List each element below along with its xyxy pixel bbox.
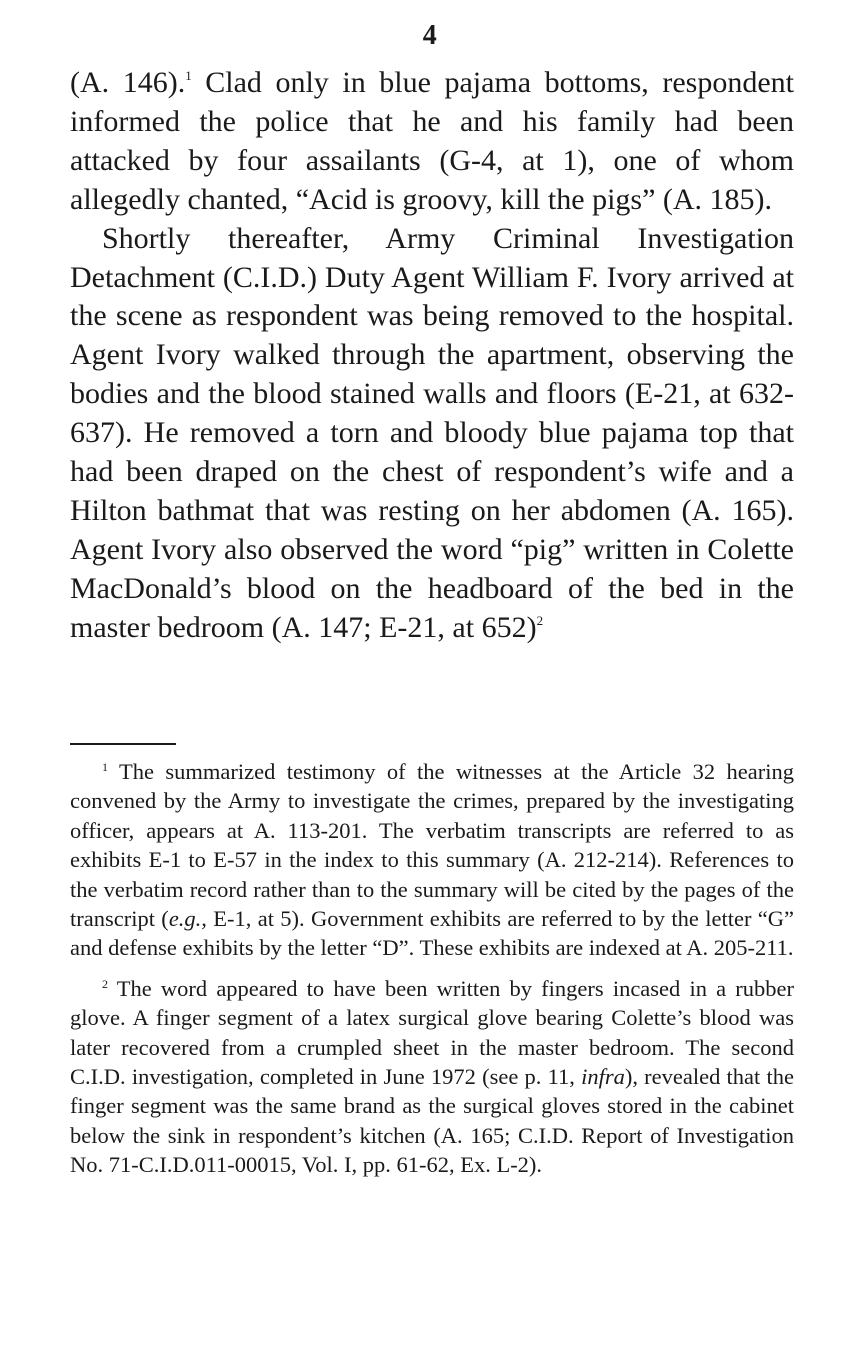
footnote-1-marker: 1: [102, 760, 108, 774]
footnote-2-marker: 2: [102, 976, 108, 991]
footnote-1-text-start: The summarized testimony of the witnesses at the Article 32 hearing convened by the Army to investigate the crimes, prepared by the investigating officer, appears at A. 113-201. The verbatim transcripts are referred to as exhibits E-1 to E-57 in the index to this summary (A. 212-214). References to the verbatim record rather than to the summary will be cited by the pages of the transcript (: [70, 759, 794, 932]
footnote-ref-1: 1: [185, 68, 192, 83]
page-number: 4: [422, 20, 438, 51]
paragraph-1-text-start: (A. 146).: [70, 66, 186, 99]
footnote-1-italic-eg: e.g.,: [168, 906, 207, 932]
footnote-2-text-end: ), revealed that the finger segment was the same brand as the surgical gloves stored in the cabinet below the sink in respondent’s kitchen (A. 165; C.I.D. Report of Investigation No. 71-C.I.D.011-00015, Vol. I, pp. 61-62, Ex. L-2).: [70, 1064, 794, 1178]
paragraph-1-text-rest: Clad only in blue pajama bottoms, respondent informed the police that he and his family had been attacked by four assailants (G-4, at 1), one of whom allegedly chanted, “Acid is groovy, kill the pigs” (A. 185).: [70, 66, 794, 216]
footnote-2: [70, 974, 794, 1180]
footnote-1: [70, 757, 794, 963]
footnote-separator-rule: [70, 743, 176, 745]
paragraph-2-text: Shortly thereafter, Army Criminal Investigation Detachment (C.I.D.) Duty Agent William F. Ivory arrived at the scene as respondent was being removed to the hospital. Agent Ivory walked through the apartment, observing the bodies and the blood stained walls and floors (E-21, at 632-637). He removed a torn and bloody blue pajama top that had been draped on the chest of respondent’s wife and a Hilton bathmat that was resting on her abdomen (A. 165). Agent Ivory also observed the word “pig” written in Colette MacDonald’s blood on the headboard of the bed in the master bedroom (A. 147; E-21, at 652): [70, 221, 794, 644]
footnotes: [70, 757, 794, 1180]
footnote-1-text-end: E-1, at 5). Government exhibits are referred to by the letter “G” and defense exhibits by the letter “D”. These exhibits are indexed at A. 205-211.: [70, 906, 794, 961]
body-text: [70, 64, 794, 648]
paragraph-2: [70, 220, 794, 648]
paragraph-1: [70, 64, 794, 220]
footnote-2-italic-infra: infra: [581, 1064, 625, 1090]
footnote-ref-2: 2: [536, 612, 544, 628]
footnote-2-text-start: The word appeared to have been written by fingers incased in a rubber glove. A finger segment of a latex surgical glove bearing Colette’s blood was later recovered from a crumpled sheet in the master bedroom. The second C.I.D. investigation, completed in June 1972 (see p. 11,: [70, 975, 794, 1090]
